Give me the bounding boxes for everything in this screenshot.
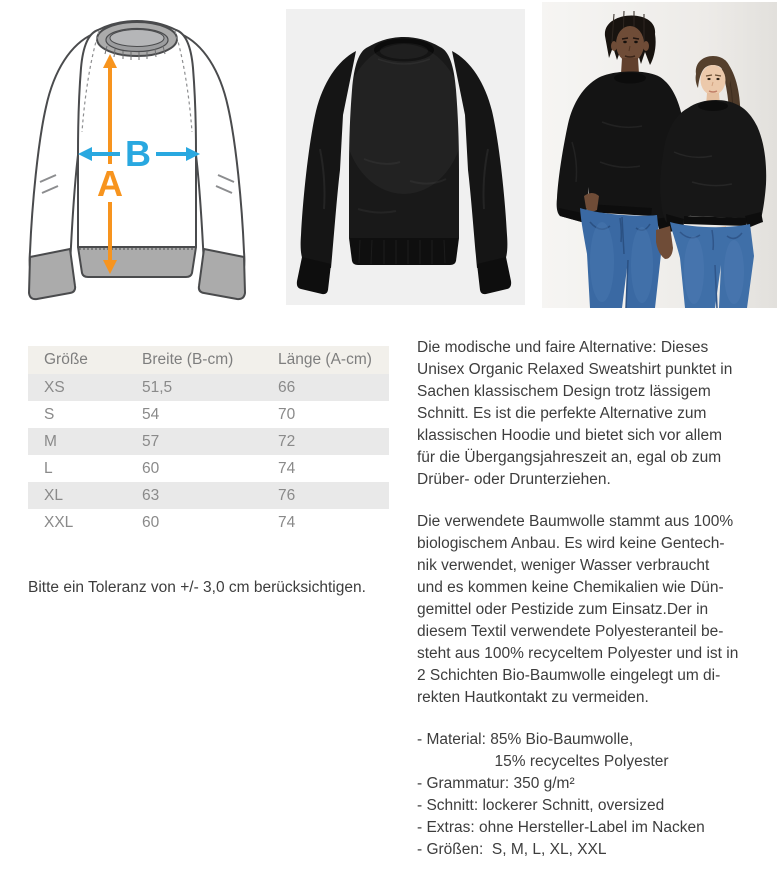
table-row [28, 401, 389, 428]
table-cell: XL [28, 482, 126, 509]
table-row [28, 455, 389, 482]
text-line: - Grammatur: 350 g/m² [417, 775, 575, 792]
text-line: nik verwendet, weniger Wasser verbraucht [417, 557, 710, 574]
table-cell: 60 [126, 509, 262, 536]
table-cell: 74 [262, 455, 389, 482]
table-cell: 76 [262, 482, 389, 509]
text-line: steht aus 100% recyceltem Polyester und ist in [417, 645, 739, 662]
table-cell: 54 [126, 401, 262, 428]
text-line: - Größen: S, M, L, XL, XXL [417, 841, 607, 858]
size-table [28, 346, 389, 536]
text-line: Unisex Organic Relaxed Sweatshirt punktet in [417, 361, 733, 378]
table-row [28, 428, 389, 455]
table-cell: XXL [28, 509, 126, 536]
text-line: Schnitt. Es ist die perfekte Alternative zum [417, 405, 707, 422]
text-line: 2 Schichten Bio-Baumwolle eingelegt um di- [417, 667, 721, 684]
text-line: gemittel oder Pestizide zum Einsatz.Der in [417, 601, 709, 618]
size-table-head-row [28, 346, 389, 374]
text-line: und es kommen keine Chemikalien wie Dün- [417, 579, 724, 596]
column-header: Größe [28, 346, 126, 374]
tolerance-note: Bitte ein Toleranz von +/- 3,0 cm berücksichtigen. [28, 579, 366, 596]
models-wearing-sweatshirt-image [542, 2, 777, 308]
text-line: biologischem Anbau. Es wird keine Gentech- [417, 535, 725, 552]
text-line: für die Übergangsjahreszeit an, egal ob zum [417, 449, 722, 466]
table-cell: 70 [262, 401, 389, 428]
black-sweatshirt-image [286, 9, 525, 305]
text-line: rekten Hautkontakt zu vermeiden. [417, 689, 649, 706]
models-photo [542, 2, 777, 308]
table-row [28, 374, 389, 401]
table-cell: M [28, 428, 126, 455]
text-line: klassischen Hoodie und bietet sich vor allem [417, 427, 722, 444]
spec-list [417, 729, 777, 861]
text-line: - Extras: ohne Hersteller-Label im Nacken [417, 819, 705, 836]
text-line: Drüber- oder Drunterziehen. [417, 471, 611, 488]
product-photo [286, 9, 525, 305]
table-cell: 51,5 [126, 374, 262, 401]
table-cell: 60 [126, 455, 262, 482]
text-line: - Material: 85% Bio-Baumwolle, [417, 731, 634, 748]
table-cell: XS [28, 374, 126, 401]
measure-label-a: A [97, 163, 123, 204]
table-row [28, 482, 389, 509]
sweatshirt-measurement-drawing [15, 12, 275, 304]
table-cell: L [28, 455, 126, 482]
text-line: Die modische und faire Alternative: Dieses [417, 339, 709, 356]
table-row [28, 509, 389, 536]
text-line: Sachen klassischem Design trotz lässigem [417, 383, 711, 400]
text-line: 15% recyceltes Polyester [417, 753, 669, 770]
description-paragraph [417, 337, 777, 491]
size-diagram [15, 12, 275, 304]
column-header: Länge (A-cm) [262, 346, 389, 374]
table-cell: 57 [126, 428, 262, 455]
table-cell: S [28, 401, 126, 428]
description-paragraph [417, 511, 777, 709]
text-line: Die verwendete Baumwolle stammt aus 100% [417, 513, 734, 530]
size-table-body [28, 374, 389, 536]
column-header: Breite (B-cm) [126, 346, 262, 374]
product-description [417, 337, 777, 861]
table-cell: 63 [126, 482, 262, 509]
table-cell: 74 [262, 509, 389, 536]
text-line: - Schnitt: lockerer Schnitt, oversized [417, 797, 665, 814]
table-cell: 66 [262, 374, 389, 401]
measure-label-b: B [125, 133, 151, 174]
text-line: diesem Textil verwendete Polyesteranteil be- [417, 623, 724, 640]
table-cell: 72 [262, 428, 389, 455]
